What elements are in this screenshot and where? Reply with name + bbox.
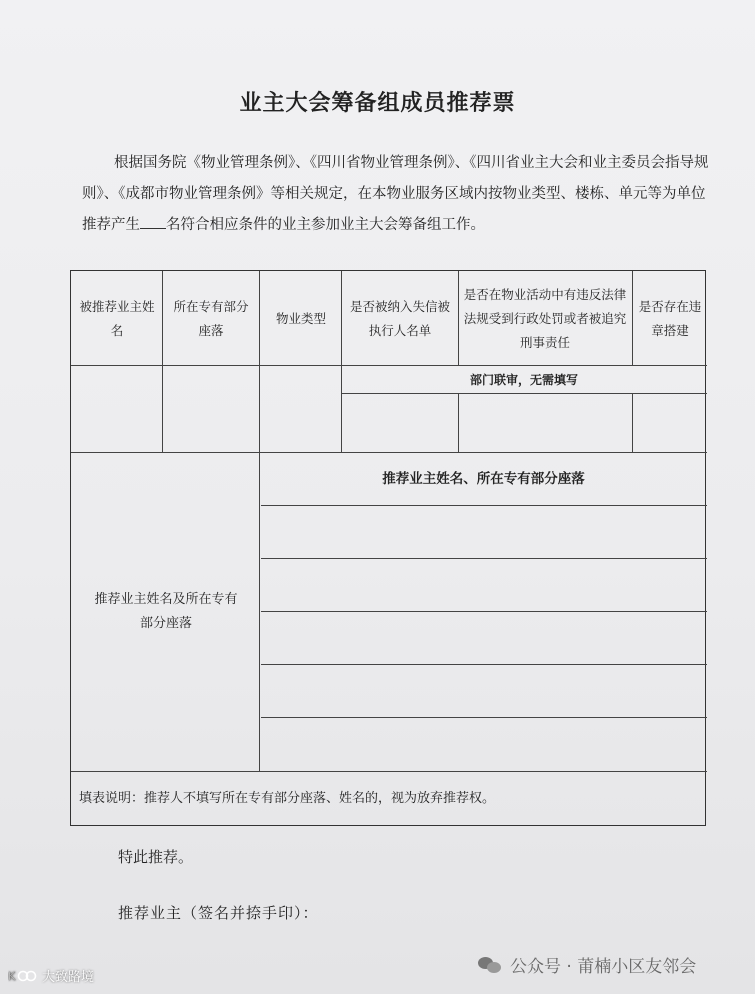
watermark-left-text: 大致路境	[42, 970, 95, 985]
col-divider	[458, 271, 459, 365]
illegal-build-cell	[633, 394, 707, 452]
wechat-icon	[478, 955, 502, 975]
col-divider	[632, 271, 633, 365]
dept-review-note: 部门联审，无需填写	[469, 372, 578, 387]
recommend-row-4[interactable]	[260, 665, 707, 717]
input-owner-name[interactable]	[71, 366, 162, 452]
input-property-type[interactable]	[260, 366, 341, 452]
svg-text:K: K	[8, 969, 16, 983]
fill-instructions: 填表说明：推荐人不填写所在专有部分座落、姓名的，视为放弃推荐权。	[79, 791, 496, 806]
signature-label[interactable]: 推荐业主（签名并捺手印）：	[118, 904, 319, 922]
section-label: 推荐业主姓名及所在专有部分座落	[94, 592, 238, 631]
count-blank[interactable]	[140, 228, 166, 229]
watermark-right	[478, 952, 696, 977]
dishonest-cell	[342, 394, 458, 452]
document-title: 业主大会筹备组成员推荐票	[239, 90, 516, 116]
closing-text: 特此推荐。	[118, 848, 194, 866]
header-dishonest-list: 是否被纳入失信被执行人名单	[349, 299, 450, 338]
header-illegal-build: 是否存在违章搭建	[638, 299, 702, 338]
row-divider	[71, 771, 707, 772]
header-owner-name: 被推荐业主姓名	[79, 299, 155, 338]
recommend-row-3[interactable]	[260, 612, 707, 664]
input-unit-location[interactable]	[163, 366, 259, 452]
intro-paragraph	[82, 148, 714, 241]
logo-icon	[8, 968, 38, 984]
watermark-left	[8, 966, 94, 985]
recommend-row-1[interactable]	[260, 506, 707, 558]
watermark-right-text: 公众号 · 莆楠小区友邻会	[510, 957, 697, 977]
section-header: 推荐业主姓名、所在专有部分座落	[382, 471, 585, 487]
intro-text-2: 名符合相应条件的业主参加业主大会筹备组工作。	[166, 217, 485, 233]
recommendation-form	[70, 270, 706, 826]
intro-text-1: 根据国务院《物业管理条例》、《四川省物业管理条例》、《四川省业主大会和业主委员会指导规则》、《成都市物业管理条例》等相关规定，在本物业服务区域内按物业类型、楼栋、单元等为单位推荐产生	[82, 155, 709, 233]
recommend-row-5[interactable]	[260, 718, 707, 771]
header-violations: 是否在物业活动中有违反法律法规受到行政处罚或者被追究刑事责任	[463, 287, 627, 350]
header-property-type: 物业类型	[275, 311, 326, 326]
recommend-row-2[interactable]	[260, 559, 707, 611]
violations-cell	[459, 394, 632, 452]
header-unit-location: 所在专有部分座落	[173, 299, 249, 338]
